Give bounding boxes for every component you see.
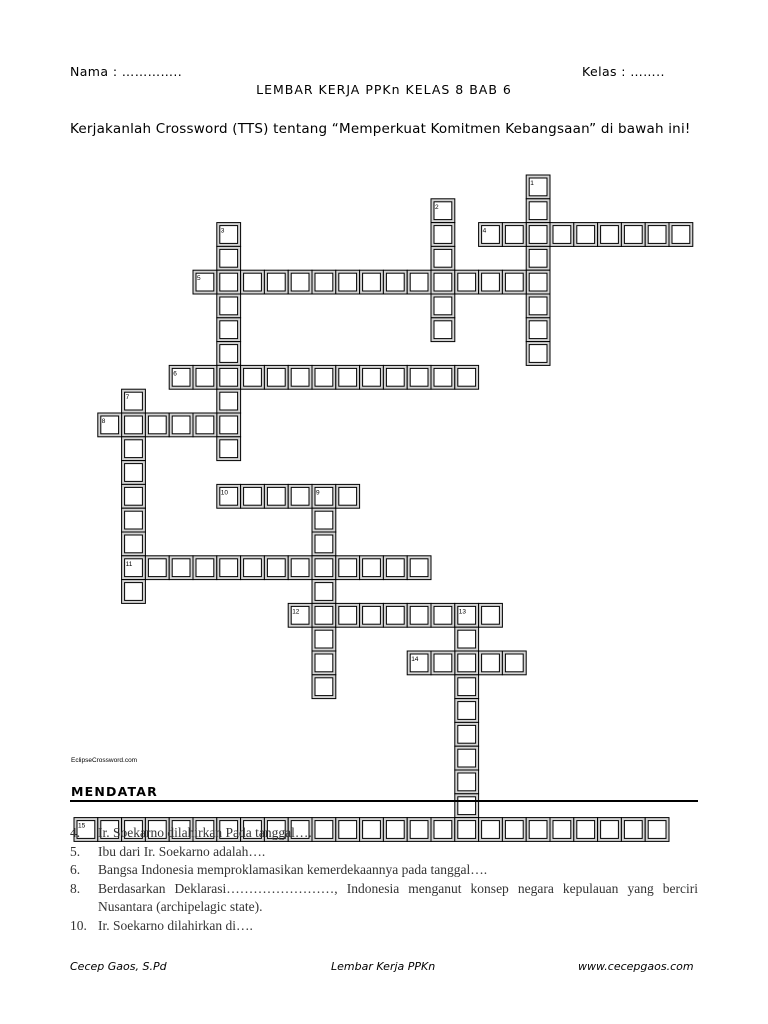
clue-list <box>70 824 698 935</box>
clue-number-label: 2 <box>435 203 439 211</box>
crossword-cell-inner <box>386 559 404 577</box>
crossword-cell-inner <box>458 678 476 696</box>
name-field-label: Nama : ………….. <box>70 64 183 79</box>
crossword-cell-inner <box>410 273 428 291</box>
crossword-cell-inner <box>315 678 333 696</box>
crossword-cell-inner <box>529 226 547 244</box>
footer-author: Cecep Gaos, S.Pd <box>70 960 167 973</box>
crossword-cell-inner <box>529 297 547 315</box>
crossword-cell-inner <box>410 606 428 624</box>
crossword-cell-inner <box>458 630 476 648</box>
crossword-cell-inner <box>529 249 547 267</box>
crossword-cell-inner <box>339 487 357 505</box>
crossword-cell-inner <box>172 559 190 577</box>
crossword-cell-inner <box>220 273 238 291</box>
crossword-cell-inner <box>601 226 619 244</box>
crossword-credit: EclipseCrossword.com <box>71 757 138 764</box>
crossword-cell-inner <box>434 606 452 624</box>
crossword-cell-inner <box>458 368 476 386</box>
crossword-cell-inner <box>386 368 404 386</box>
clue-number-label: 10 <box>220 489 229 497</box>
crossword-cell-inner <box>220 249 238 267</box>
crossword-cell-inner <box>482 654 500 672</box>
crossword-cell-inner <box>434 297 452 315</box>
crossword-cell-inner <box>529 273 547 291</box>
crossword-cell-inner <box>672 226 690 244</box>
crossword-cell-inner <box>125 416 143 434</box>
clue-text: Ir. Soekarno dilahirkan Pada tanggal…. <box>98 825 312 840</box>
clue-item <box>70 824 698 843</box>
clue-number-label: 13 <box>458 608 467 616</box>
crossword-cell-inner <box>505 273 523 291</box>
crossword-cell-inner <box>196 559 214 577</box>
crossword-cell-inner <box>125 487 143 505</box>
clue-number: 5. <box>70 843 81 859</box>
crossword-cell-inner <box>125 440 143 458</box>
crossword-cell-inner <box>434 226 452 244</box>
crossword-cell-inner <box>315 654 333 672</box>
crossword-cell-inner <box>267 559 285 577</box>
crossword-cell-inner <box>553 226 571 244</box>
footer-document: Lembar Kerja PPKn <box>331 960 436 973</box>
clue-text: Ir. Soekarno dilahirkan di…. <box>98 917 253 933</box>
clue-item <box>70 861 698 880</box>
crossword-cell-inner <box>220 368 238 386</box>
crossword-cell-inner <box>363 606 381 624</box>
crossword-cell-inner <box>315 368 333 386</box>
crossword-cell-inner <box>196 368 214 386</box>
crossword-cell-inner <box>267 487 285 505</box>
clue-number-label: 6 <box>173 370 177 378</box>
crossword-cell-inner <box>339 273 357 291</box>
crossword-cell-inner <box>267 368 285 386</box>
crossword-cell-inner <box>529 202 547 220</box>
section-divider <box>70 800 698 802</box>
crossword-cell-inner <box>458 654 476 672</box>
crossword-cell-inner <box>410 368 428 386</box>
crossword-cell-inner <box>577 226 595 244</box>
crossword-cell-inner <box>220 440 238 458</box>
clue-number-label: 4 <box>482 227 487 235</box>
crossword-cell-inner <box>244 559 262 577</box>
crossword-cell-inner <box>434 654 452 672</box>
crossword-cell-inner <box>125 511 143 529</box>
crossword-cell-inner <box>458 273 476 291</box>
clue-number-label: 12 <box>292 608 300 616</box>
crossword-cell-inner <box>505 654 523 672</box>
crossword-cell-inner <box>410 559 428 577</box>
crossword-cell-inner <box>220 559 238 577</box>
clue-number-label: 15 <box>78 822 86 830</box>
crossword-cell-inner <box>125 583 143 601</box>
clue-number: 8. <box>70 880 81 896</box>
crossword-cell-inner <box>220 297 238 315</box>
crossword-cell-inner <box>315 511 333 529</box>
crossword-cell-inner <box>291 487 309 505</box>
crossword-cell-inner <box>196 416 214 434</box>
crossword-cell-inner <box>386 273 404 291</box>
crossword-cell-inner <box>434 249 452 267</box>
crossword-cell-inner <box>624 226 642 244</box>
clue-item <box>70 917 698 936</box>
crossword-cell-inner <box>339 559 357 577</box>
crossword-cell-inner <box>434 368 452 386</box>
crossword-cell-inner <box>244 368 262 386</box>
crossword-cell-inner <box>291 273 309 291</box>
crossword-cell-inner <box>220 345 238 363</box>
clue-text: Ibu dari Ir. Soekarno adalah…. <box>98 843 266 859</box>
crossword-cell-inner <box>244 487 262 505</box>
clue-item <box>70 843 698 862</box>
crossword-cell-inner <box>220 416 238 434</box>
clue-number-label: 1 <box>530 180 534 187</box>
crossword-cell-inner <box>220 392 238 410</box>
crossword-cell-inner <box>148 416 166 434</box>
clue-number: 4. <box>70 825 81 840</box>
clue-text: Bangsa Indonesia memproklamasikan kemerdekaannya pada tanggal…. <box>98 862 488 877</box>
clue-number: 10. <box>70 917 87 933</box>
crossword-cell-inner <box>482 606 500 624</box>
clue-number-label: 9 <box>316 489 320 497</box>
crossword-cell-inner <box>339 606 357 624</box>
crossword-cell-inner <box>434 273 452 291</box>
instructions: Kerjakanlah Crossword (TTS) tentang “Memperkuat Komitmen Kebangsaan” di bawah ini! <box>70 121 691 137</box>
section-title: MENDATAR <box>71 784 158 799</box>
crossword-cell-inner <box>458 749 476 767</box>
clue-number-label: 5 <box>197 275 201 283</box>
crossword-cell-inner <box>125 464 143 482</box>
crossword-cell-inner <box>244 273 262 291</box>
crossword-cell-inner <box>315 273 333 291</box>
crossword-cell-inner <box>267 273 285 291</box>
crossword-cell-inner <box>482 273 500 291</box>
crossword-cell-inner <box>529 321 547 339</box>
crossword-cell-inner <box>315 559 333 577</box>
crossword-cell-inner <box>648 226 666 244</box>
crossword-cell-inner <box>220 321 238 339</box>
class-field-label: Kelas : …….. <box>582 64 665 79</box>
crossword-cell-inner <box>125 535 143 553</box>
clue-number-label: 3 <box>220 227 225 235</box>
crossword-cell-inner <box>315 583 333 601</box>
crossword-cell-inner <box>339 368 357 386</box>
clue-number-label: 7 <box>125 394 130 402</box>
crossword-cell-inner <box>458 702 476 720</box>
crossword-cell-inner <box>458 773 476 791</box>
crossword-cell-inner <box>315 606 333 624</box>
clue-number-label: 14 <box>411 656 419 663</box>
clue-number: 6. <box>70 862 81 877</box>
crossword-cell-inner <box>386 606 404 624</box>
crossword-cell-inner <box>458 725 476 743</box>
page-title: LEMBAR KERJA PPKn KELAS 8 BAB 6 <box>256 82 512 97</box>
crossword-cell-inner <box>363 368 381 386</box>
crossword-cell-inner <box>434 321 452 339</box>
crossword-cell-inner <box>291 368 309 386</box>
crossword-cell-inner <box>291 559 309 577</box>
crossword-cell-inner <box>529 345 547 363</box>
crossword-cell-inner <box>315 630 333 648</box>
crossword-cell-inner <box>148 559 166 577</box>
crossword-cell-inner <box>505 226 523 244</box>
clue-item <box>70 880 698 917</box>
clue-text: Berdasarkan Deklarasi……………………, Indonesia menganut konsep negara kepulauan yang berciri Nusantara (archipelagic state). <box>98 880 698 914</box>
clue-number-label: 8 <box>101 418 106 425</box>
crossword-cell-inner <box>315 535 333 553</box>
footer-website: www.cecepgaos.com <box>578 960 694 973</box>
crossword-cell-inner <box>172 416 190 434</box>
crossword-cell-inner <box>363 273 381 291</box>
clue-number-label: 11 <box>125 560 133 568</box>
crossword-cell-inner <box>363 559 381 577</box>
